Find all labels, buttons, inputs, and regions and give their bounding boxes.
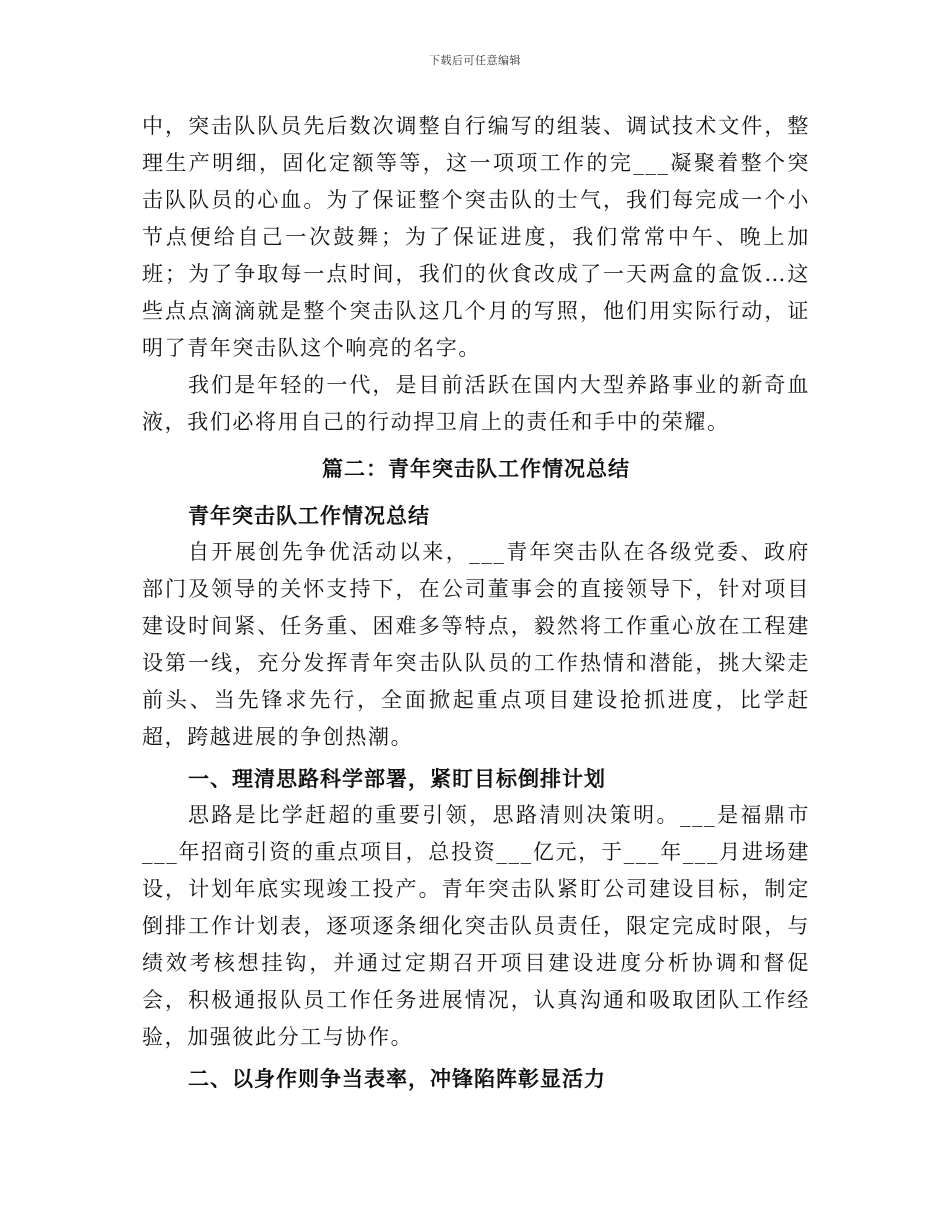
heading-two: 二、以身作则争当表率，冲锋陷阵彰显活力: [188, 1066, 606, 1091]
document-body: [142, 108, 810, 1097]
heading-one: 一、理清思路科学部署，紧盯目标倒排计划: [188, 766, 606, 791]
paragraph-planning: 思路是比学赶超的重要引领，思路清则决策明。___是福鼎市___年招商引资的重点项目，总投资___亿元，于___年___月进场建设，计划年底实现竣工投产。青年突击队紧盯公司建设目标，制定倒排工作计划表，逐项逐条细化突击队员责任，限定完成时限，与绩效考核想挂钩，并通过定期召开项目建设进度分析协调和督促会，积极通报队员工作任务进展情况，认真沟通和吸取团队工作经验，加强彼此分工与协作。: [142, 803, 810, 1049]
page-header: 下载后可任意编辑: [429, 54, 521, 67]
paragraph-closing: 我们是年轻的一代，是目前活跃在国内大型养路事业的新奇血液，我们必将用自己的行动捍卫肩上的责任和手中的荣耀。: [142, 373, 810, 434]
paragraph-continuation: 中，突击队队员先后数次调整自行编写的组装、调试技术文件，整理生产明细，固化定额等等，这一项项工作的完___凝聚着整个突击队队员的心血。为了保证整个突击队的士气，我们每完成一个小节点便给自己一次鼓舞；为了保证进度，我们常常中午、晚上加班；为了争取每一点时间，我们的伙食改成了一天两盒的盒饭…这些点点滴滴就是整个突击队这几个月的写照，他们用实际行动，证明了青年突击队这个响亮的名字。: [142, 114, 810, 360]
sub-title: 青年突击队工作情况总结: [188, 503, 430, 528]
section-title: 篇二：青年突击队工作情况总结: [322, 456, 630, 481]
paragraph-intro: 自开展创先争优活动以来，___青年突击队在各级党委、政府部门及领导的关怀支持下，在公司董事会的直接领导下，针对项目建设时间紧、任务重、困难多等特点，毅然将工作重心放在工程建设第一线，充分发挥青年突击队队员的工作热情和潜能，挑大梁走前头、当先锋求先行，全面掀起重点项目建设抢抓进度，比学赶超，跨越进展的争创热潮。: [142, 540, 810, 749]
